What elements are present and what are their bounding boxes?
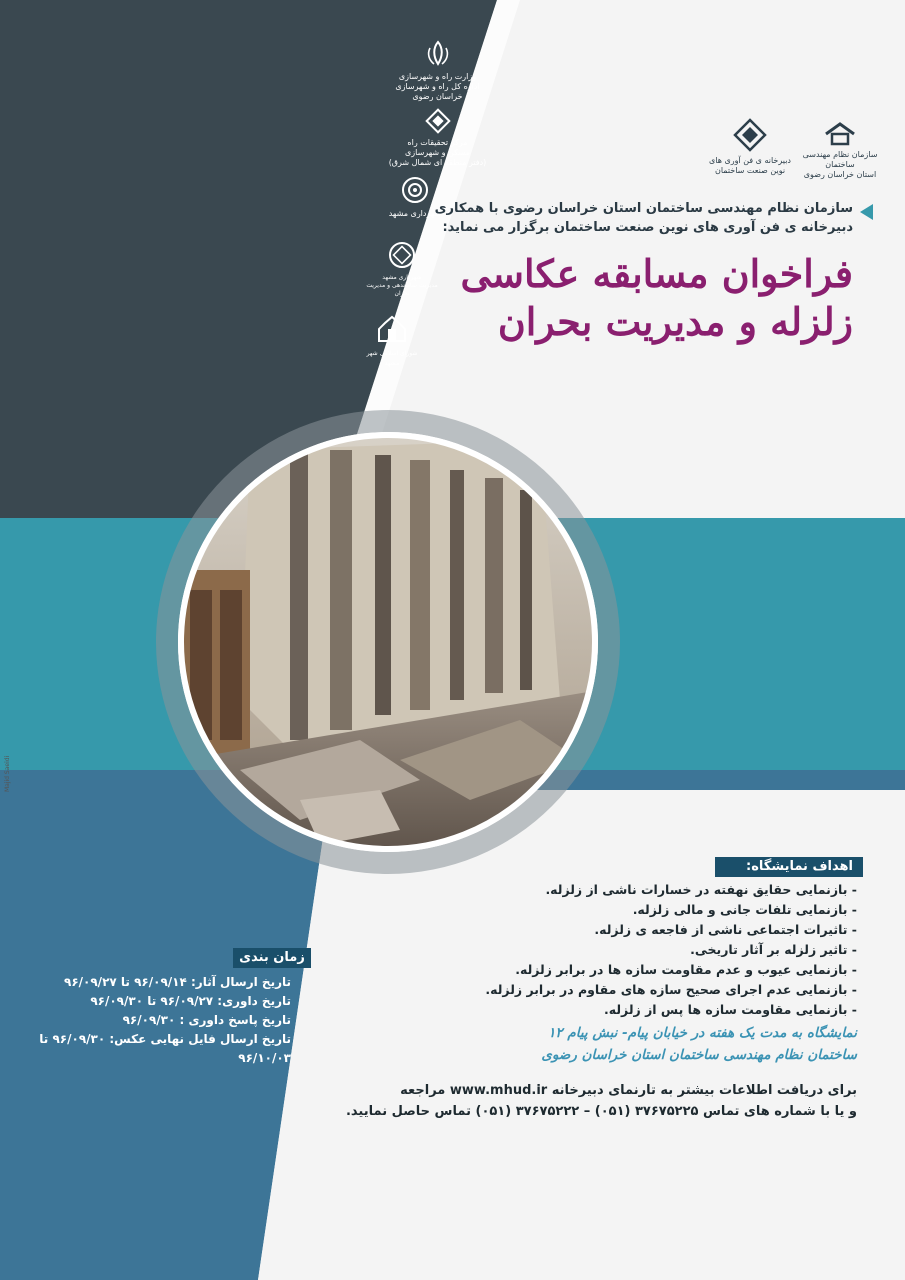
- page-title: فراخوان مسابقه عکاسی: [460, 251, 853, 296]
- goal-item: - بازنمایی مقاومت سازه ها پس از زلزله.: [604, 1002, 857, 1017]
- partner-engineering-org-text: سازمان نظام مهندسی ساختمان استان خراسان رضوی: [802, 150, 878, 179]
- exhibition-info: [297, 1022, 857, 1066]
- engineering-org-icon: [824, 122, 856, 146]
- goal-item: - بازنمایی عیوب و عدم مقاومت سازه ها در برابر زلزله.: [515, 962, 857, 977]
- intro-line-2: دبیرخانه ی فن آوری های نوین صنعت ساختمان برگزار می نماید:: [442, 220, 853, 235]
- schedule-item: تاریخ ارسال آثار: ۹۶/۰۹/۱۴ تا ۹۶/۰۹/۲۷: [64, 975, 291, 989]
- intro-line-1: سازمان نظام مهندسی ساختمان استان خراسان رضوی با همکاری: [434, 201, 853, 216]
- schedule-list: [16, 973, 291, 1068]
- logo-research-center: [385, 108, 490, 168]
- schedule-item: تاریخ پاسخ داوری : ۹۶/۰۹/۳۰: [122, 1013, 291, 1027]
- goal-item: - تاثیر زلزله بر آثار تاریخی.: [690, 942, 857, 957]
- goal-item: - بازنمایی تلفات جانی و مالی زلزله.: [632, 902, 857, 917]
- goal-item: - بازنمایی عدم اجرای صحیح سازه های مقاوم در برابر زلزله.: [485, 982, 857, 997]
- schedule-heading: زمان بندی: [233, 948, 311, 968]
- partner-logo-engineering-org: [800, 122, 880, 180]
- logo-ministry-text: وزارت راه و شهرسازی اداره کل راه و شهرسازی خراسان رضوی: [395, 72, 480, 101]
- schedule-item: تاریخ داوری: ۹۶/۰۹/۲۷ تا ۹۶/۰۹/۳۰: [90, 994, 291, 1008]
- partner-secretariat-text: دبیرخانه ی فن آوری های نوین صنعت ساختمان: [709, 156, 791, 175]
- research-center-icon: [425, 108, 451, 134]
- logo-city-council-text: شورای اسلامی شهر مشهد: [366, 350, 418, 367]
- secretariat-icon: [733, 118, 767, 152]
- intro-text: [433, 199, 853, 237]
- contact-info: [297, 1080, 857, 1122]
- logo-crisis-management-text: شهرداری مشهد مدیریت ساماندهی و مدیریت بحران: [366, 274, 438, 297]
- contact-line-1: برای دریافت اطلاعات بیشتر به تارنمای دبیرخانه www.mhud.ir مراجعه: [400, 1083, 857, 1098]
- logo-mashhad-municipality-text: شهرداری مشهد: [388, 209, 442, 218]
- mashhad-municipality-icon: [400, 175, 430, 205]
- photo-credit: Majid Saeidi: [4, 755, 11, 792]
- goals-heading: اهداف نمایشگاه:: [715, 857, 863, 877]
- exhibition-line-2: ساختمان نظام مهندسی ساختمان استان خراسان رضوی: [541, 1047, 857, 1063]
- goal-item: - بازنمایی حقایق نهفته در خسارات ناشی از زلزله.: [545, 882, 857, 897]
- page-subtitle: زلزله و مدیریت بحران: [497, 299, 853, 344]
- goals-list: [337, 880, 857, 1020]
- logo-research-center-text: مرکز تحقیقات راه مسکن و شهرسازی (دفتر منطقه ای شمال شرق): [388, 138, 487, 167]
- schedule-item: تاریخ ارسال فایل نهایی عکس: ۹۶/۰۹/۳۰ تا ۹۶/۱۰/۰۳: [39, 1032, 291, 1065]
- iran-emblem-icon: [425, 40, 451, 68]
- partner-logo-secretariat: [705, 118, 795, 176]
- goal-item: - تاثیرات اجتماعی ناشی از فاجعه ی زلزله.: [594, 922, 857, 937]
- contact-line-2: و یا با شماره های تماس ۳۷۶۷۵۲۲۵ (۰۵۱) – ۳۷۶۷۵۲۲۲ (۰۵۱) تماس حاصل نمایید.: [345, 1104, 857, 1119]
- logo-ministry: [385, 40, 490, 102]
- exhibition-line-1: نمایشگاه به مدت یک هفته در خیابان پیام- نبش پیام ۱۲: [548, 1025, 857, 1041]
